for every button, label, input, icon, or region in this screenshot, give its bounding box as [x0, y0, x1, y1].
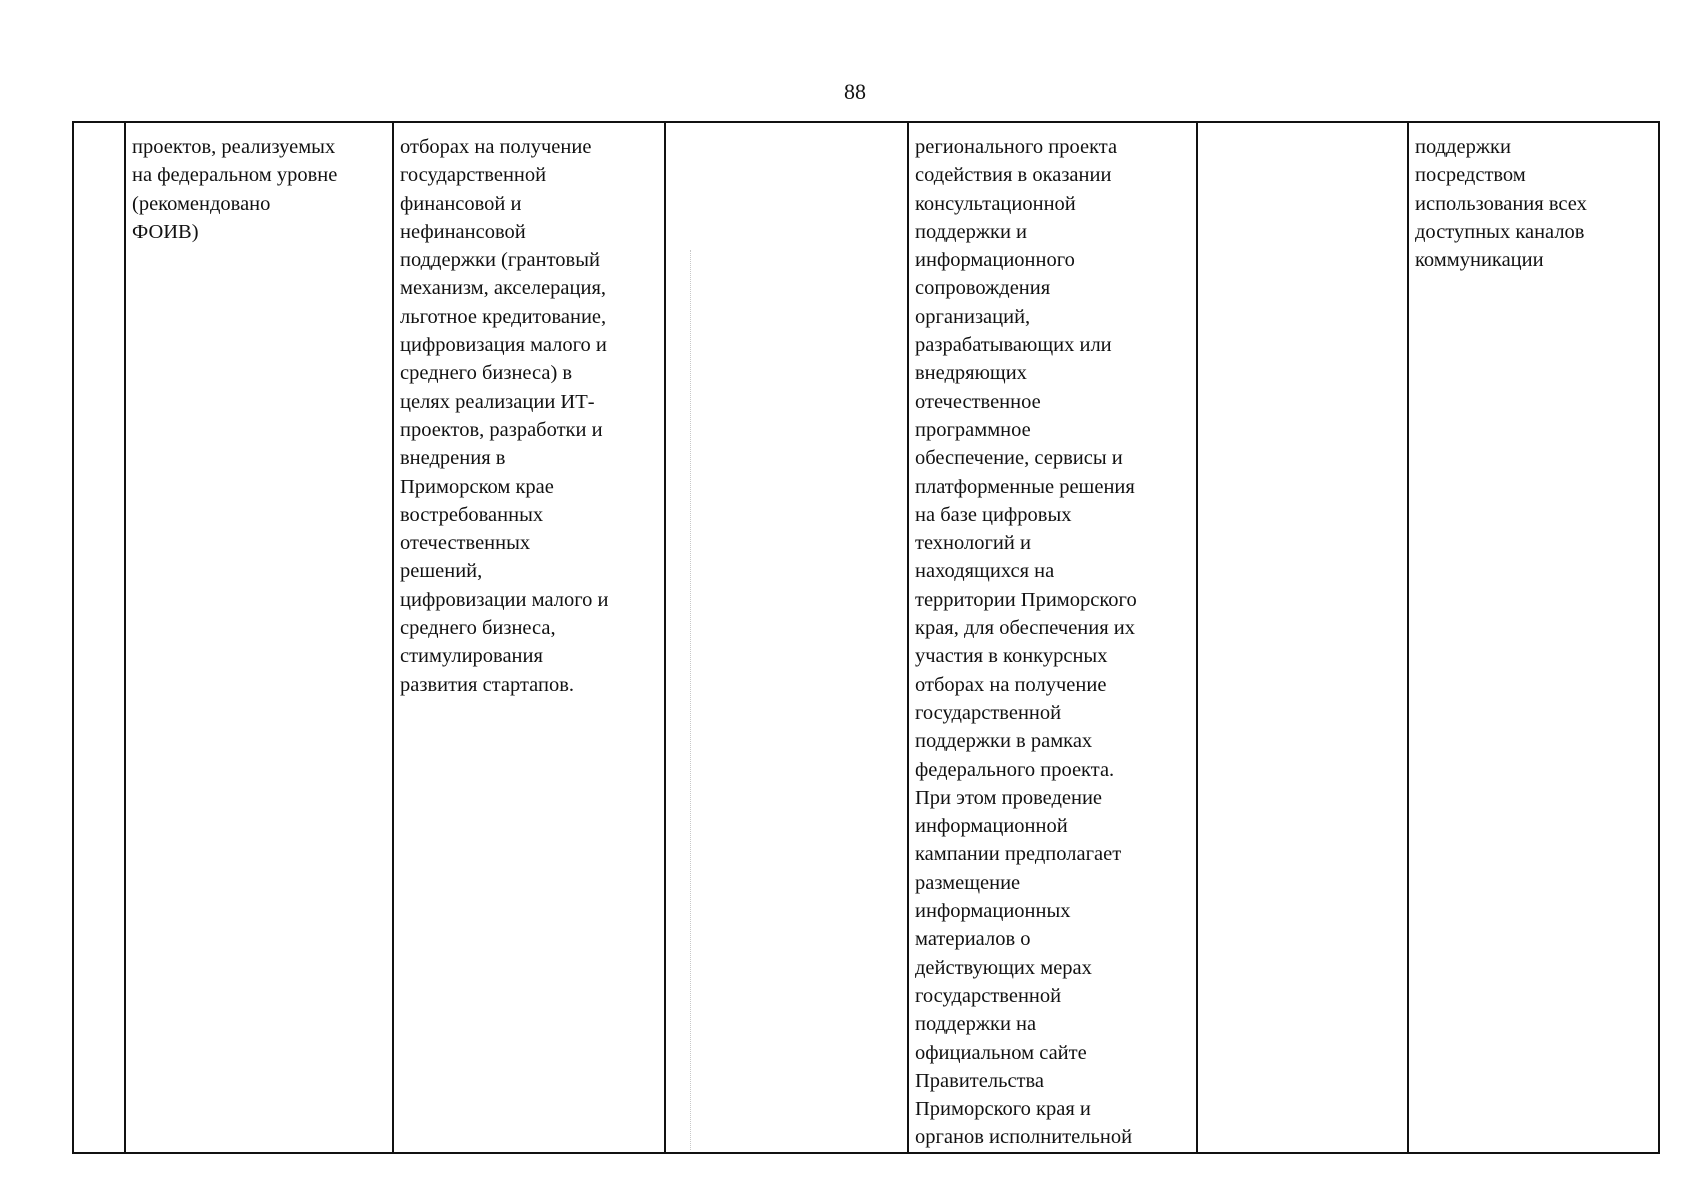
table-cell-col4	[665, 122, 908, 1153]
cell-text-line: государственной	[400, 164, 547, 187]
cell-text-line: поддержки	[1415, 136, 1511, 158]
cell-text-line: обеспечение, сервисы и	[915, 447, 1123, 470]
cell-text-line: разрабатывающих или	[915, 334, 1112, 357]
cell-text-line: востребованных	[400, 503, 544, 526]
cell-text-line: среднего бизнеса) в	[400, 362, 573, 385]
cell-text-line: поддержки (грантовый	[400, 249, 600, 272]
cell-text-line: материалов о	[915, 928, 1031, 951]
cell-text-line: использования всех	[1415, 192, 1587, 215]
cell-text-line: стимулирования	[400, 645, 543, 668]
cell-text-line: программное	[915, 418, 1031, 441]
cell-text-line: организаций,	[915, 305, 1031, 328]
cell-text-line: цифровизация малого и	[400, 334, 607, 357]
cell-text-line: информационного	[915, 249, 1075, 272]
table-cell-col2	[125, 122, 393, 1153]
cell-text-line: технологий и	[915, 532, 1031, 555]
cell-text-line: сопровождения	[915, 277, 1051, 300]
cell-text-line: государственной	[915, 701, 1062, 724]
cell-text-line: отборах на получение	[915, 673, 1107, 696]
cell-text-line: информационных	[915, 900, 1071, 923]
scan-artifact-dotted-line	[690, 250, 692, 1150]
table-cell-col5	[908, 122, 1197, 1153]
cell-text-line: льготное кредитование,	[400, 305, 607, 328]
table-cell-col7	[1408, 122, 1659, 1153]
cell-text-line: поддержки и	[915, 220, 1028, 243]
cell-text-line: посредством	[1415, 164, 1526, 187]
cell-text-line: внедрения в	[400, 447, 506, 470]
cell-text-line: проектов, разработки и	[400, 418, 603, 441]
cell-text-line: содействия в оказании	[915, 164, 1112, 187]
cell-text-line: Приморского края и	[915, 1098, 1091, 1121]
table-cell-col1	[73, 122, 125, 1153]
cell-text-line: органов исполнительной	[915, 1126, 1133, 1149]
cell-text-line: находящихся на	[915, 560, 1055, 583]
cell-text-line: проектов, реализуемых	[132, 136, 336, 158]
cell-text-line: поддержки в рамках	[915, 730, 1093, 753]
document-table	[72, 121, 1660, 1154]
table-cell-col6	[1197, 122, 1408, 1153]
table-row	[73, 122, 1659, 1153]
cell-text-line: информационной	[915, 815, 1068, 838]
cell-text-line: развития стартапов.	[400, 673, 575, 696]
cell-text-line: среднего бизнеса,	[400, 617, 556, 640]
cell-text-line: отборах на получение	[400, 136, 592, 158]
cell-text-line: решений,	[400, 560, 483, 583]
cell-text-line: цифровизации малого и	[400, 588, 609, 611]
cell-text-line: на федеральном уровне	[132, 164, 338, 187]
cell-text-line: официальном сайте	[915, 1041, 1087, 1064]
cell-text-line: кампании предполагает	[915, 843, 1122, 866]
cell-text-line: Правительства	[915, 1069, 1045, 1092]
cell-text-line: участия в конкурсных	[915, 645, 1108, 668]
cell-text-line: коммуникации	[1415, 249, 1544, 272]
cell-text-line: отечественных	[400, 532, 531, 555]
cell-text-line: на базе цифровых	[915, 503, 1072, 526]
cell-text-line: нефинансовой	[400, 220, 526, 243]
cell-text-line: отечественное	[915, 390, 1041, 413]
cell-text-line: механизм, акселерация,	[400, 277, 607, 300]
cell-text-line: платформенные решения	[915, 475, 1135, 498]
cell-text-line: При этом проведение	[915, 786, 1103, 809]
page-number: 88	[844, 79, 866, 104]
cell-text-line: (рекомендовано	[132, 192, 271, 215]
cell-text-line: ФОИВ)	[132, 220, 199, 243]
cell-text-line: государственной	[915, 984, 1062, 1007]
cell-text-line: края, для обеспечения их	[915, 617, 1136, 640]
cell-text-line: Приморском крае	[400, 475, 554, 498]
cell-text-line: федерального проекта.	[915, 758, 1115, 781]
cell-text-line: консультационной	[915, 192, 1076, 215]
cell-text-line: поддержки на	[915, 1013, 1037, 1036]
cell-text-line: территории Приморского	[915, 588, 1137, 611]
cell-text-line: финансовой и	[400, 192, 522, 215]
cell-text-line: целях реализации ИТ-	[400, 390, 595, 413]
table-cell-col3	[393, 122, 665, 1153]
cell-text-line: внедряющих	[915, 362, 1027, 385]
cell-text-line: действующих мерах	[915, 956, 1092, 979]
cell-text-line: регионального проекта	[915, 136, 1118, 158]
cell-text-line: доступных каналов	[1415, 220, 1585, 243]
cell-text-line: размещение	[915, 871, 1021, 894]
